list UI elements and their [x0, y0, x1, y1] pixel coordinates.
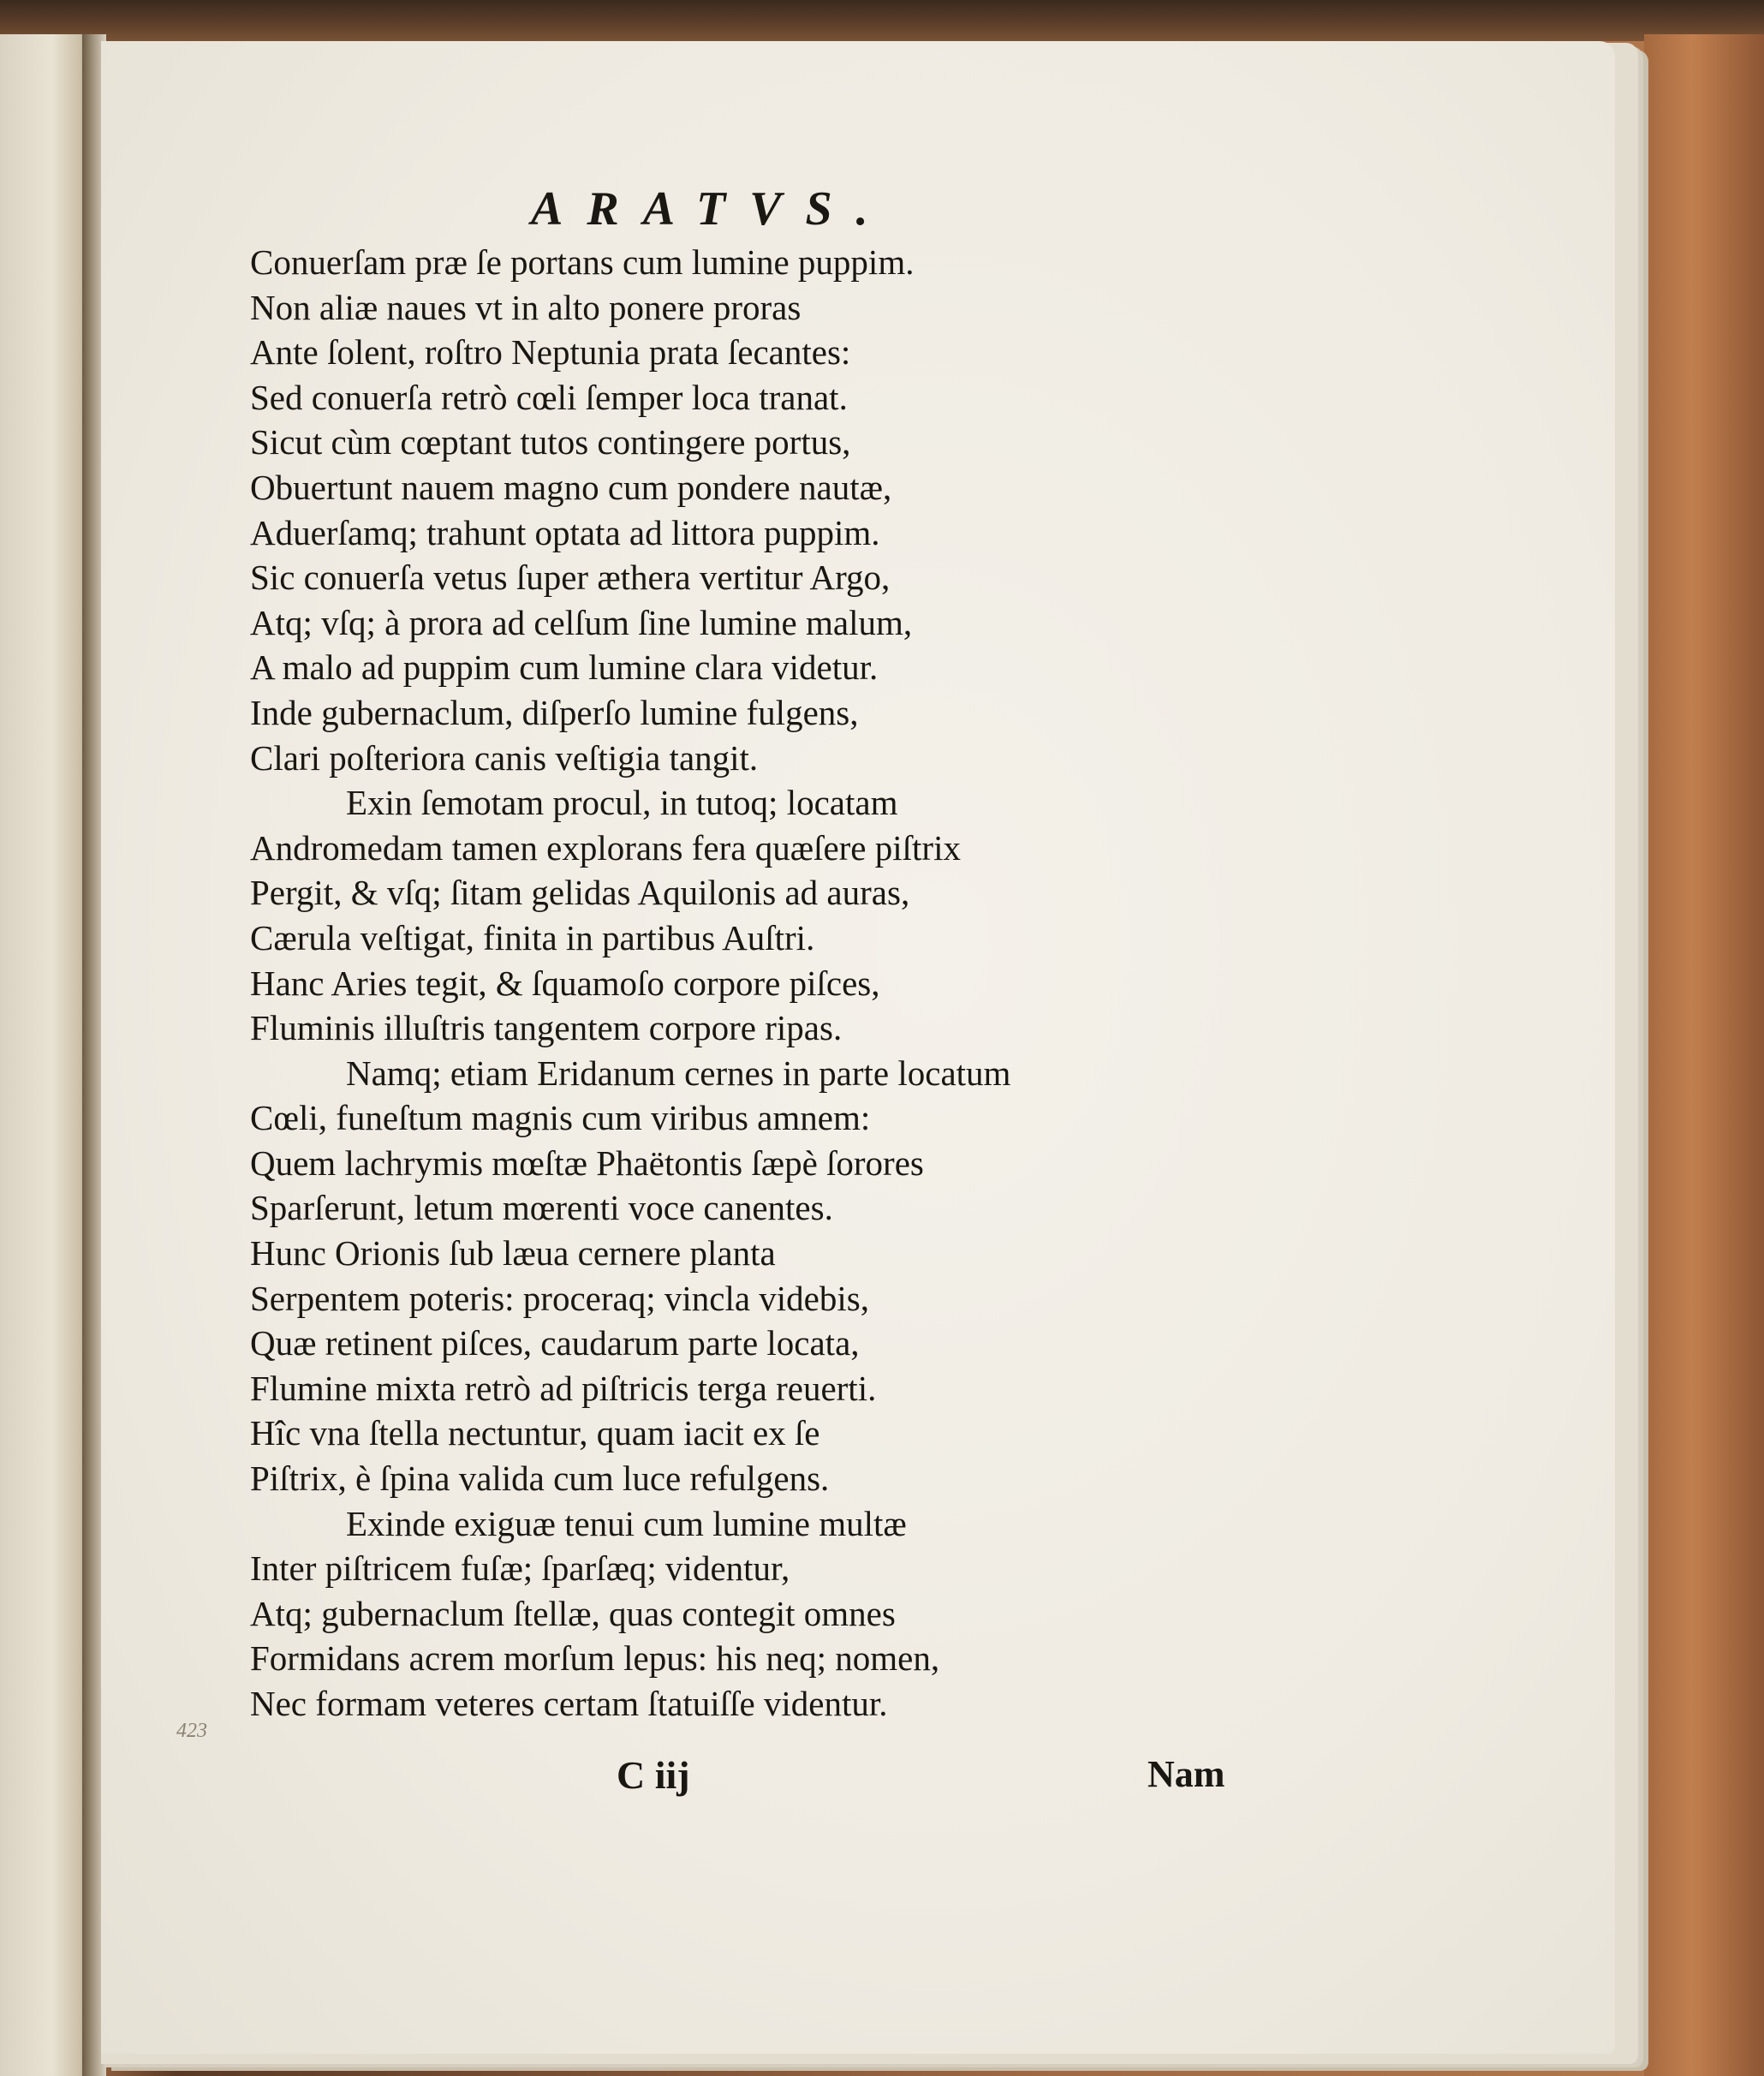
left-page-edge [0, 34, 94, 2076]
verse-line: Ante ſolent, roſtro Neptunia prata ſecantes: [250, 332, 851, 373]
verse-line: Flumine mixta retrò ad piſtricis terga reuerti. [250, 1368, 877, 1408]
verse-line: Fluminis illuſtris tangentem corpore ripas. [250, 1008, 843, 1048]
signature-mark: C iij [617, 1753, 690, 1797]
verse-line: Hanc Aries tegit, & ſquamoſo corpore piſces, [250, 963, 880, 1003]
verse-text [250, 240, 1278, 1727]
verse-line: Cœli, funeſtum magnis cum viribus amnem: [250, 1098, 871, 1138]
verse-line: Exin ſemotam procul, in tutoq; locatam [346, 783, 898, 823]
verse-line: Exinde exiguæ tenui cum lumine multæ [346, 1503, 907, 1543]
binding-top-edge [0, 0, 1764, 41]
binding-right-edge [1644, 34, 1764, 2076]
verse-line: Quem lachrymis mœſtæ Phaëtontis ſæpè ſorores [250, 1142, 924, 1183]
verse-line: Namq; etiam Eridanum cernes in parte locatum [346, 1053, 1011, 1093]
running-headline: ARATVS. [531, 182, 892, 236]
verse-line: Hunc Orionis ſub læua cernere planta [250, 1233, 776, 1274]
verse-line: Obuertunt nauem magno cum pondere nautæ, [250, 467, 892, 507]
verse-line: Conuerſam præ ſe portans cum lumine puppim. [250, 242, 915, 282]
verse-line: Formidans acrem morſum lepus: his neq; nomen, [250, 1638, 940, 1679]
verse-line: Hîc vna ſtella nectuntur, quam iacit ex ſe [250, 1413, 820, 1453]
verse-line: Aduerſamq; trahunt optata ad littora puppim. [250, 512, 880, 552]
verse-line: Serpentem poteris: proceraq; vincla videbis, [250, 1278, 869, 1318]
verse-line: Atq; vſq; à prora ad celſum ſine lumine malum, [250, 602, 913, 642]
verse-line: Sed conuerſa retrò cœli ſemper loca tranat. [250, 377, 848, 417]
verse-line: Clari poſteriora canis veſtigia tangit. [250, 737, 759, 778]
verse-line: A malo ad puppim cum lumine clara videtur. [250, 647, 879, 688]
verse-line: Non aliæ naues vt in alto ponere proras [250, 287, 802, 327]
verse-line: Quæ retinent piſces, caudarum parte locata, [250, 1323, 860, 1363]
verse-line: Atq; gubernaclum ſtellæ, quas contegit omnes [250, 1593, 896, 1633]
verse-line: Inde gubernaclum, diſperſo lumine fulgens, [250, 692, 859, 732]
verse-line: Sparſerunt, letum mœrenti voce canentes. [250, 1188, 833, 1228]
verse-line: Sic conuerſa vetus ſuper æthera vertitur Argo, [250, 558, 891, 598]
verse-line: Andromedam tamen explorans fera quæſere piſtrix [250, 827, 961, 868]
verse-line: Nec formam veteres certam ſtatuiſſe videntur. [250, 1684, 888, 1723]
margin-note: 423 [176, 1720, 207, 1742]
catchword: Nam [1147, 1753, 1225, 1795]
verse-line: Pergit, & vſq; ſitam gelidas Aquilonis ad auras, [250, 873, 910, 913]
verse-line: Cærula veſtigat, finita in partibus Auſtri. [250, 917, 815, 957]
verse-line: Sicut cùm cœptant tutos contingere portus, [250, 422, 851, 462]
verse-line: Piſtrix, è ſpina valida cum luce refulgens. [250, 1459, 830, 1499]
verse-line: Inter piſtricem fuſæ; ſparſæq; videntur, [250, 1548, 790, 1589]
